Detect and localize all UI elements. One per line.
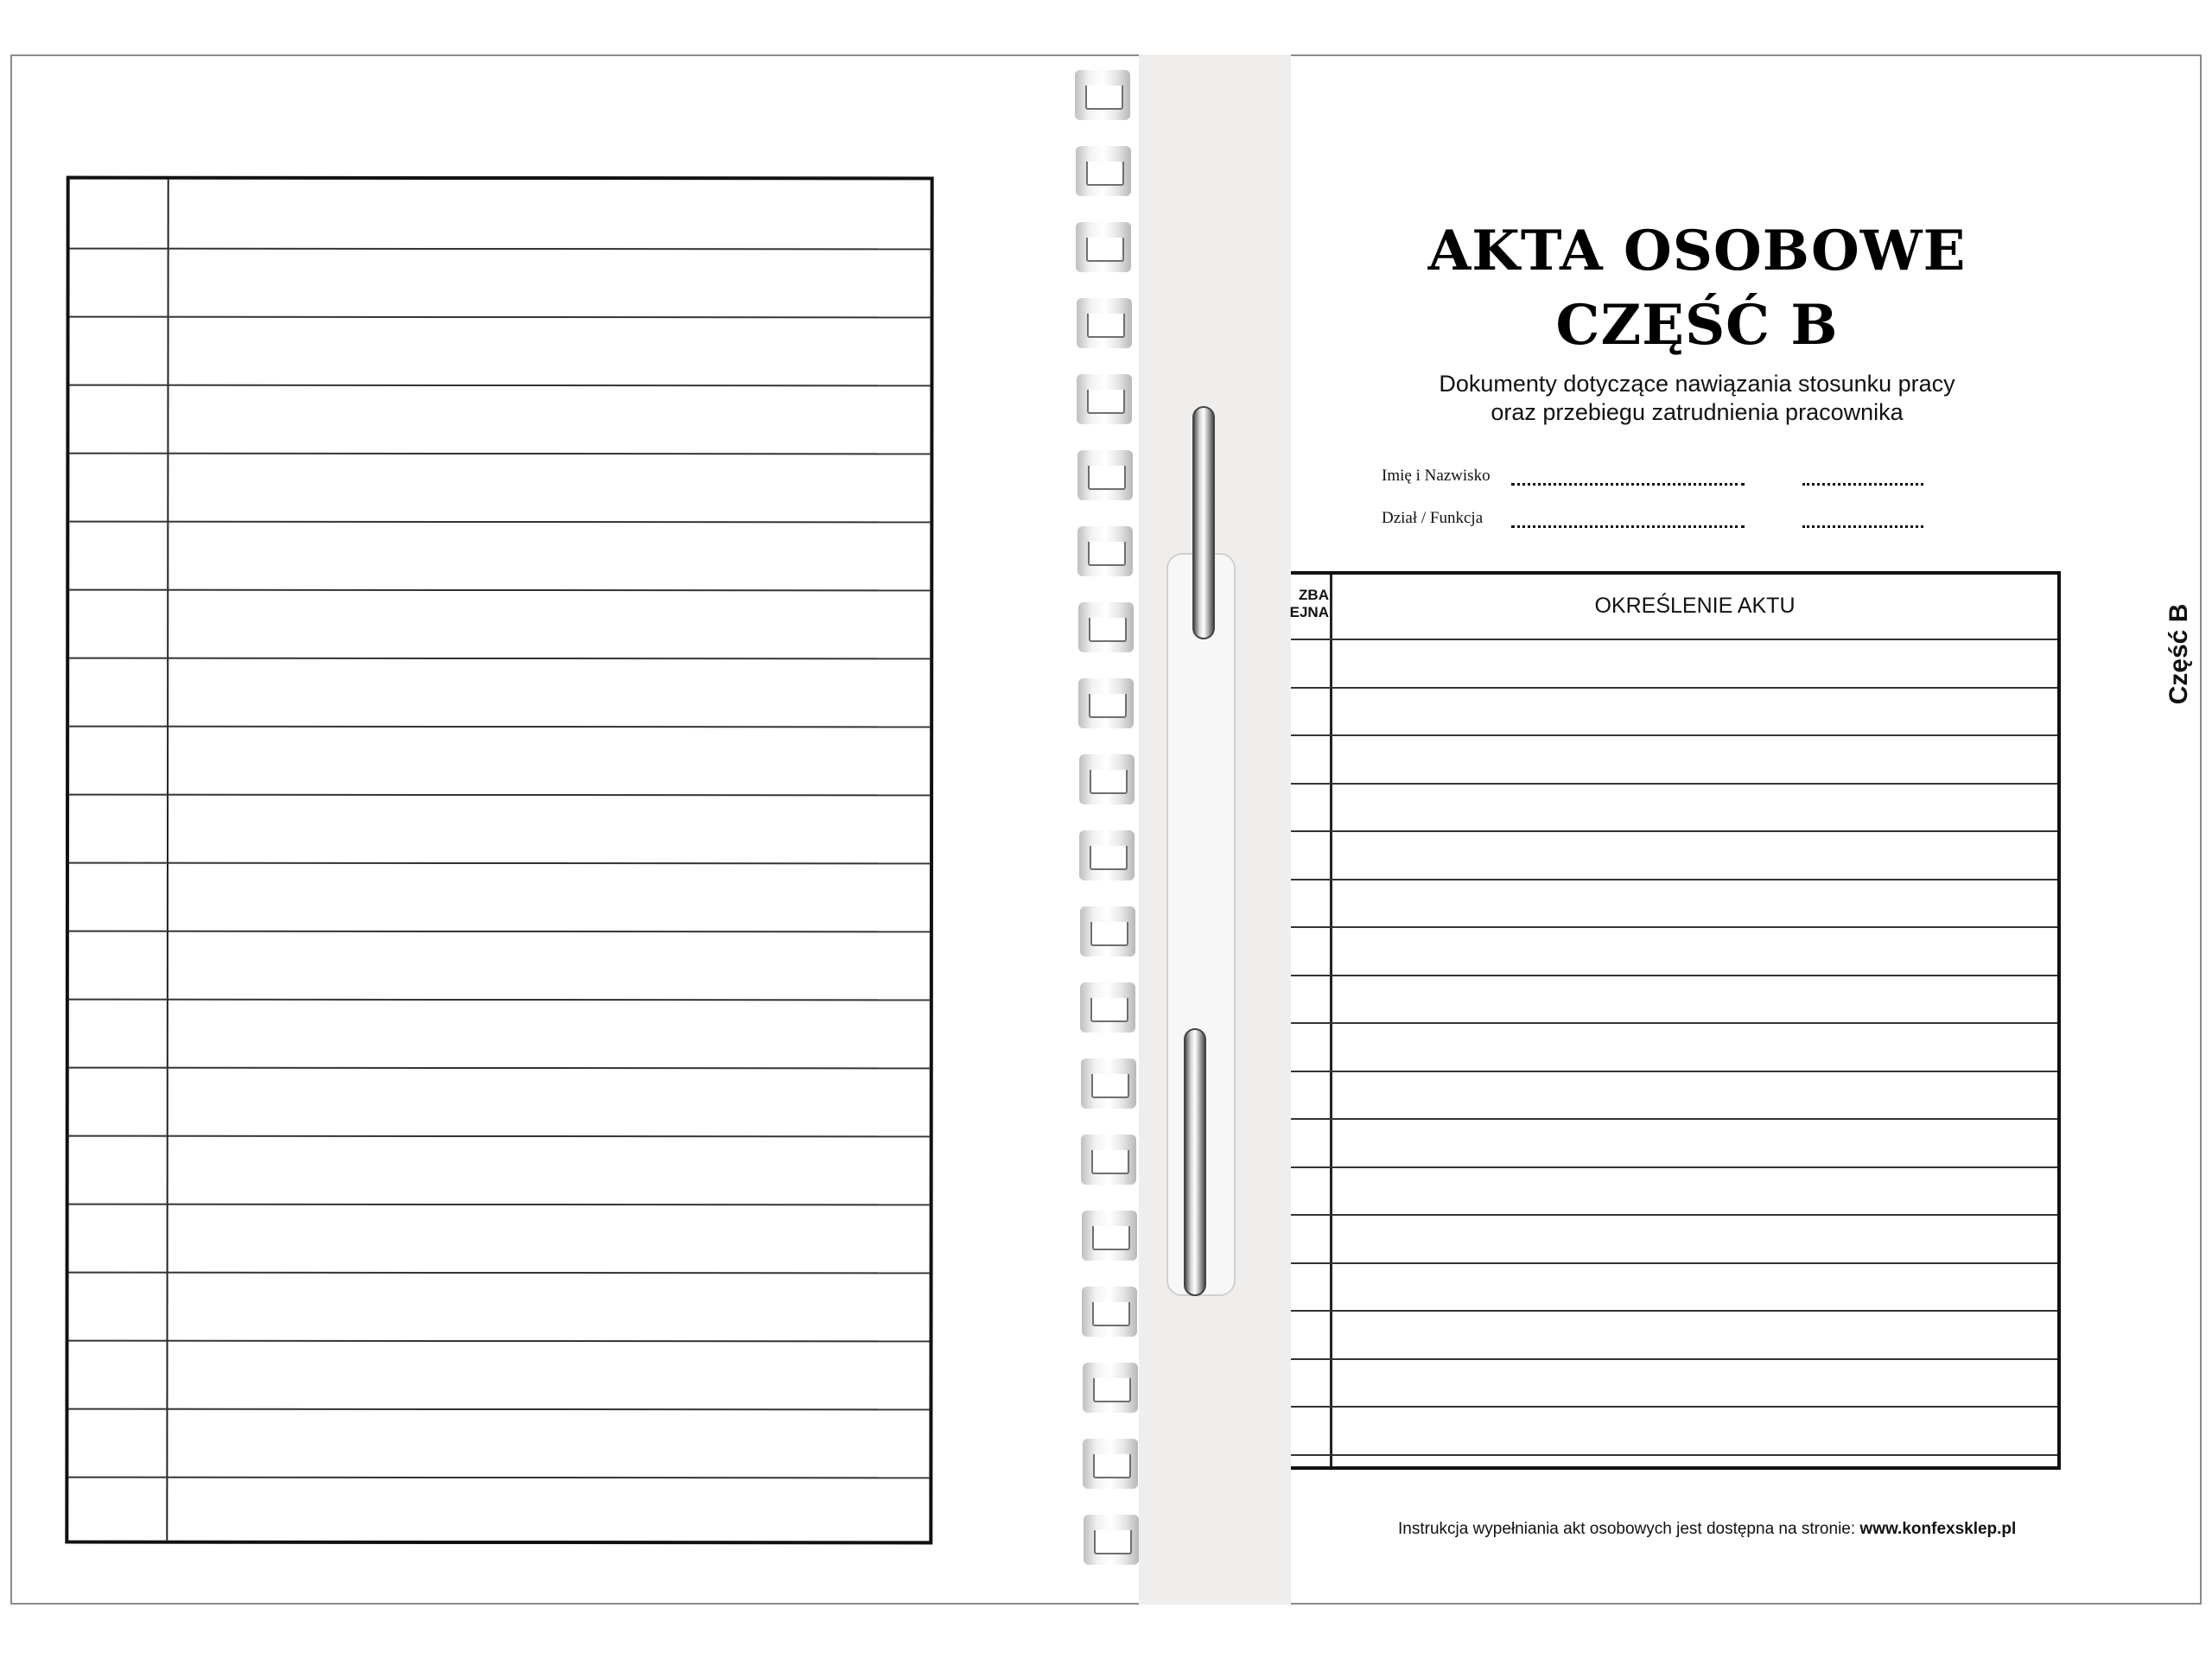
spiral-rib [1081, 1135, 1136, 1185]
spiral-rib-hole [1089, 618, 1127, 642]
spiral-rib-hole [1092, 1302, 1130, 1326]
spiral-binding [1075, 54, 1139, 1605]
left-sheet-rule [70, 316, 931, 319]
table-row-line [1291, 1166, 2057, 1168]
table-row-line [1291, 975, 2057, 976]
name-field-line-extra [1802, 483, 1923, 486]
spiral-rib [1078, 678, 1134, 728]
spiral-rib [1079, 830, 1135, 880]
left-sheet-rule [69, 1272, 930, 1274]
left-sheet-rule [69, 1204, 930, 1206]
table-row-line [1291, 879, 2057, 880]
spiral-rib [1076, 146, 1131, 196]
cover-title-line-2: CZĘŚĆ B [1555, 293, 1839, 358]
name-field-line [1511, 483, 1745, 486]
left-sheet-rule [69, 453, 930, 455]
spiral-rib-hole [1090, 770, 1128, 794]
spiral-rib-hole [1086, 238, 1124, 262]
left-sheet-rule [70, 248, 931, 251]
table-row-line [1291, 734, 2057, 736]
table-row-line [1291, 1071, 2057, 1072]
table-row-line [1291, 1454, 2057, 1456]
cover-page [1291, 54, 2202, 1605]
cover-subtitle-line-2: oraz przebiegu zatrudnienia pracownika [1491, 399, 1904, 425]
left-sheet-rule [69, 726, 930, 728]
department-field-label: Dział / Funkcja [1382, 509, 1484, 527]
left-sheet-rule [69, 521, 930, 524]
department-field-line-extra [1802, 525, 1923, 528]
table-row-line [1291, 830, 2057, 832]
spiral-rib [1084, 1515, 1139, 1565]
left-sheet-rule [69, 794, 930, 797]
table-col1-header [1289, 587, 1329, 622]
spiral-rib-hole [1091, 1150, 1129, 1174]
spiral-rib-hole [1089, 694, 1127, 718]
footer-link[interactable]: www.konfexsklep.pl [1859, 1520, 2017, 1538]
spiral-rib [1080, 982, 1135, 1033]
footer-text: Instrukcja wypełniania akt osobowych jest dostępna na stronie: [1398, 1520, 1860, 1538]
table-row-line [1291, 687, 2057, 689]
table-row-line [1291, 1214, 2057, 1216]
table-row-line [1291, 1406, 2057, 1408]
spiral-rib [1083, 1439, 1138, 1489]
acts-table [1291, 571, 2061, 1470]
left-sheet-rule [69, 658, 930, 660]
spiral-rib-hole [1087, 314, 1125, 338]
left-sheet-rule [69, 931, 930, 933]
table-col1-header-line-2: EJNA [1289, 604, 1329, 621]
table-row-line [1291, 926, 2057, 928]
spiral-rib-hole [1088, 542, 1126, 566]
left-sheet-rule [69, 385, 930, 387]
left-sheet-rule [69, 1067, 930, 1070]
spiral-rib [1082, 1211, 1137, 1261]
fastener-prong-bottom [1184, 1028, 1206, 1296]
spiral-rib [1075, 70, 1130, 120]
department-field-line [1511, 525, 1745, 528]
spiral-rib [1077, 526, 1133, 576]
table-col2-header: OKREŚLENIE AKTU [1594, 594, 1796, 618]
spiral-rib-hole [1093, 1454, 1131, 1478]
spiral-rib-hole [1094, 1530, 1132, 1554]
left-ruled-sheet [65, 176, 933, 1545]
table-row-line [1291, 1022, 2057, 1024]
footer-note [1398, 1520, 2016, 1539]
spiral-rib [1077, 298, 1132, 348]
spiral-rib-hole [1091, 1074, 1129, 1098]
spiral-rib [1078, 602, 1134, 652]
left-sheet-rule [68, 1477, 929, 1479]
table-header-line [1291, 639, 2057, 640]
name-field-label: Imię i Nazwisko [1382, 467, 1491, 485]
spiral-rib [1080, 906, 1135, 957]
table-row-line [1291, 1310, 2057, 1312]
spiral-rib [1076, 222, 1131, 272]
spiral-rib-hole [1087, 390, 1125, 414]
left-sheet-rule [68, 1408, 929, 1411]
spiral-rib-hole [1090, 998, 1128, 1022]
fastener-prong-top [1192, 406, 1215, 639]
side-label: Część B [2164, 603, 2193, 705]
spiral-rib-hole [1090, 922, 1128, 946]
left-sheet-rule [69, 589, 930, 592]
spiral-rib [1081, 1058, 1136, 1109]
table-row-line [1291, 1262, 2057, 1264]
spiral-rib [1082, 1287, 1137, 1337]
table-column-divider [1330, 575, 1332, 1466]
left-sheet-rule [69, 862, 930, 865]
table-col1-header-line-1: ZBA [1299, 587, 1329, 603]
cover-title-line-1: AKTA OSOBOWE [1427, 219, 1967, 283]
spiral-rib [1077, 450, 1133, 500]
left-sheet-rule [69, 1340, 930, 1343]
spiral-rib [1077, 374, 1132, 424]
cover-subtitle-line-1: Dokumenty dotyczące nawiązania stosunku pracy [1439, 371, 1955, 397]
table-row-line [1291, 1118, 2057, 1120]
spiral-rib-hole [1086, 162, 1124, 186]
spiral-rib-hole [1090, 846, 1128, 870]
spiral-rib [1079, 754, 1135, 804]
spiral-rib-hole [1085, 86, 1123, 110]
left-sheet-rule [69, 999, 930, 1001]
table-row-line [1291, 783, 2057, 785]
table-row-line [1291, 1358, 2057, 1360]
left-sheet-rule [69, 1135, 930, 1138]
spiral-rib-hole [1093, 1378, 1131, 1402]
spiral-rib-hole [1092, 1226, 1130, 1250]
spiral-rib [1083, 1363, 1138, 1413]
spiral-rib-hole [1088, 466, 1126, 490]
